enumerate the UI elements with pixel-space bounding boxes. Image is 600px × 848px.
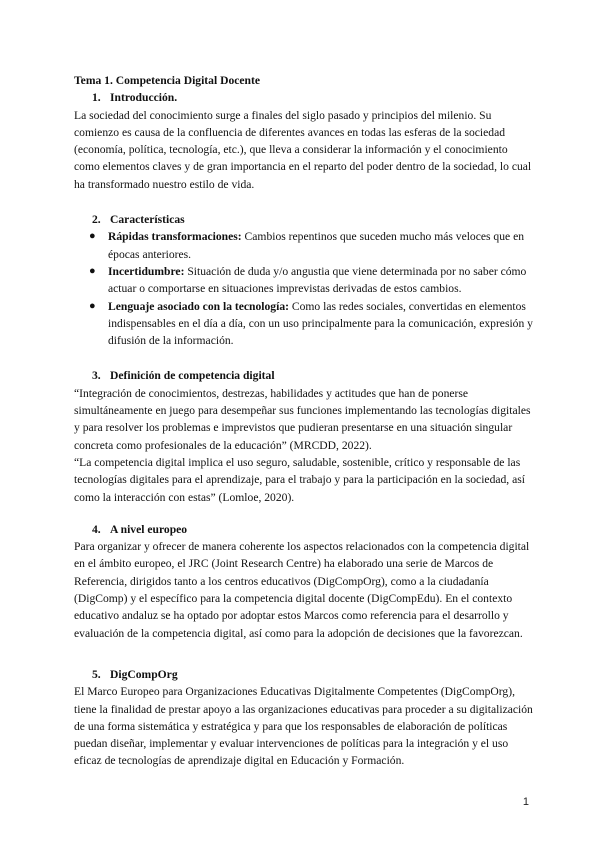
section-heading-intro: 1. Introducción.: [92, 91, 178, 105]
section-heading-definicion: 3. Definición de competencia digital: [92, 369, 275, 383]
list-item: ● Lenguaje asociado con la tecnología: Como las redes sociales, convertidas en elementos indispensables en el día a día, con un uso principalmente para la comunicación, expresión y difusión de la información.: [89, 299, 533, 348]
page-number: 1: [522, 796, 529, 808]
list-item: ● Incertidumbre: Situación de duda y/o angustia que viene determinada por no saber cómo actuar o comportarse en situaciones imprevistas derivadas de estos cambios.: [89, 264, 527, 296]
bullet-icon: ●: [89, 299, 96, 312]
caracteristicas-list: [74, 228, 534, 349]
list-item: ● Rápidas transformaciones: Cambios repentinos que suceden mucho más veloces que en épocas anteriores.: [89, 230, 525, 261]
section-heading-digcomporg: 5. DigCompOrg: [92, 667, 178, 681]
document-body: [74, 72, 534, 770]
section-heading-europeo: 4. A nivel europeo: [92, 522, 188, 536]
definicion-quote-1: “Integración de conocimientos, destrezas, habilidades y actitudes que han de ponerse simultáneamente en juego para desempeñar sus funciones implementando las tecnologías digitales y para resolver los problemas e imprevistos que pudieran presentarse en una situación singular concreta como profesionales de la educación” (MRCDD, 2022).: [74, 386, 531, 452]
section-heading-caracteristicas: 2. Características: [92, 213, 185, 227]
definicion-quote-2: “La competencia digital implica el uso seguro, saludable, sostenible, crítico y responsable de las tecnologías digitales para el aprendizaje, para el trabajo y para la participación en la sociedad, así como la interacción con estas” (Lomloe, 2020).: [74, 455, 525, 504]
intro-paragraph: La sociedad del conocimiento surge a finales del siglo pasado y principios del milenio. Su comienzo es causa de la confluencia de diferentes avances en todas las esferas de la sociedad (economía, política, tecnología, etc.), que lleva a considerar la información y el conocimiento como elementos claves y de gran importancia en el reparto del poder dentro de la sociedad, lo cual ha transformado nuestro estilo de vida.: [74, 108, 532, 191]
digcomporg-paragraph: El Marco Europeo para Organizaciones Educativas Digitalmente Competentes (DigCompOrg), tiene la finalidad de prestar apoyo a las organizaciones educativas para proceder a su digitalización de una forma sistemática y estratégica y para que los responsables de elaboración de políticas puedan diseñar, implementar y evaluar intervenciones de políticas para la integración y el uso eficaz de tecnologías de aprendizaje digital en Educación y Formación.: [74, 685, 533, 768]
document-title: Tema 1. Competencia Digital Docente: [74, 74, 261, 87]
bullet-icon: ●: [89, 230, 96, 243]
europeo-paragraph: Para organizar y ofrecer de manera coherente los aspectos relacionados con la competencia digital en el ámbito europeo, el JRC (Joint Research Centre) ha elaborado una serie de Marcos de Referencia, dirigidos tanto a los centros educativos (DigCompOrg), como a la ciudadanía (DigComp) y el específico para la competencia digital docente (DigCompEdu). En el contexto educativo andaluz se ha optado por adoptar estos Marcos como referencia para el desarrollo y evaluación de la competencia digital, así como para la adopción de decisiones que la favorezcan.: [74, 540, 530, 640]
bullet-icon: ●: [89, 264, 96, 277]
